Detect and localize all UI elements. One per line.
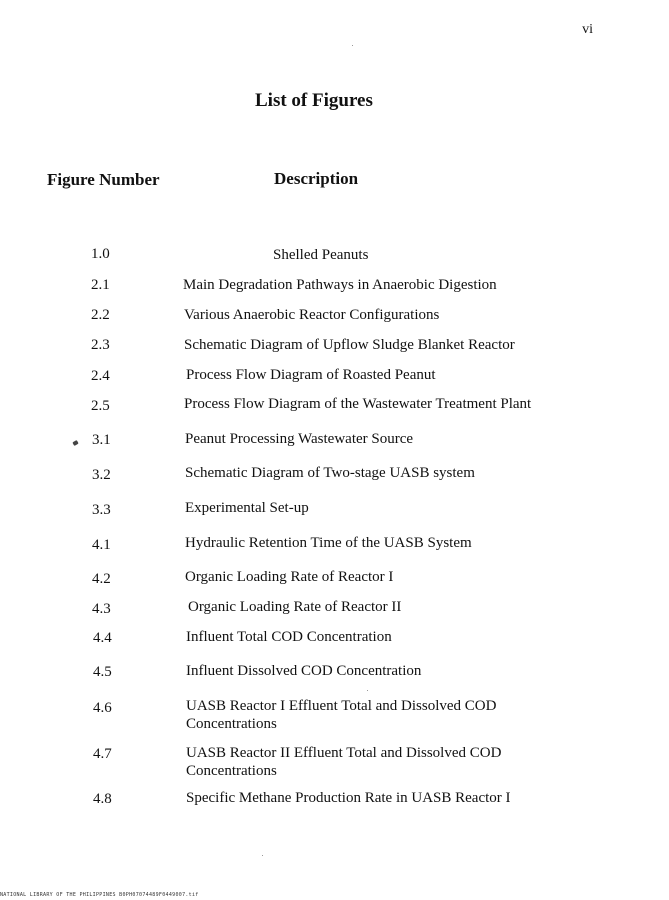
figure-description: Shelled Peanuts xyxy=(273,247,369,263)
figure-number: 3.2 xyxy=(92,467,111,483)
page-number: vi xyxy=(582,22,593,37)
figure-description: Hydraulic Retention Time of the UASB System xyxy=(185,535,472,551)
scan-speck xyxy=(367,690,368,691)
figure-description: Process Flow Diagram of the Wastewater Treatment Plant xyxy=(184,396,532,412)
scan-footer: NATIONAL LIBRARY OF THE PHILIPPINES B0PH07074489F0449007.tif xyxy=(0,892,199,898)
figure-description: Peanut Processing Wastewater Source xyxy=(185,431,414,447)
figure-number: 4.1 xyxy=(92,537,111,553)
figure-number: 4.2 xyxy=(92,571,111,587)
figure-description: Specific Methane Production Rate in UASB Reactor I xyxy=(186,790,511,806)
figure-number: 4.5 xyxy=(93,664,112,680)
figure-description: UASB Reactor I Effluent Total and Dissolved COD xyxy=(186,698,497,714)
figure-number: 4.3 xyxy=(92,601,111,617)
figure-description: UASB Reactor II Effluent Total and Dissolved COD xyxy=(186,745,502,761)
figure-description: Schematic Diagram of Two-stage UASB system xyxy=(185,465,475,481)
figure-description: Schematic Diagram of Upflow Sludge Blanket Reactor xyxy=(184,337,515,353)
figure-description: Organic Loading Rate of Reactor I xyxy=(185,569,394,585)
figure-description: Process Flow Diagram of Roasted Peanut xyxy=(186,367,436,383)
figure-number: 4.7 xyxy=(93,746,112,762)
scan-mark xyxy=(72,440,78,446)
figure-number: 3.3 xyxy=(92,502,111,518)
figure-number: 2.4 xyxy=(91,368,110,384)
figure-number: 3.1 xyxy=(92,432,111,448)
figure-number: 4.4 xyxy=(93,630,112,646)
figure-number: 2.5 xyxy=(91,398,110,414)
figure-number: 2.1 xyxy=(91,277,110,293)
column-header-description: Description xyxy=(274,169,359,188)
scan-speck xyxy=(352,45,353,46)
page-title: List of Figures xyxy=(255,90,373,111)
figure-description-continuation: Concentrations xyxy=(186,716,277,732)
figure-description-continuation: Concentrations xyxy=(186,763,277,779)
figure-number: 4.8 xyxy=(93,791,112,807)
figure-number: 2.2 xyxy=(91,307,110,323)
figure-description: Organic Loading Rate of Reactor II xyxy=(188,599,402,615)
column-header-figure-number: Figure Number xyxy=(47,170,160,189)
figure-description: Main Degradation Pathways in Anaerobic Digestion xyxy=(183,277,497,293)
figure-description: Influent Total COD Concentration xyxy=(186,629,392,645)
figure-description: Experimental Set-up xyxy=(185,500,309,516)
figure-number: 2.3 xyxy=(91,337,110,353)
figure-description: Various Anaerobic Reactor Configurations xyxy=(184,307,440,323)
scan-speck xyxy=(262,855,263,856)
figure-number: 4.6 xyxy=(93,700,112,716)
figure-description: Influent Dissolved COD Concentration xyxy=(186,663,422,679)
figure-number: 1.0 xyxy=(91,246,110,262)
